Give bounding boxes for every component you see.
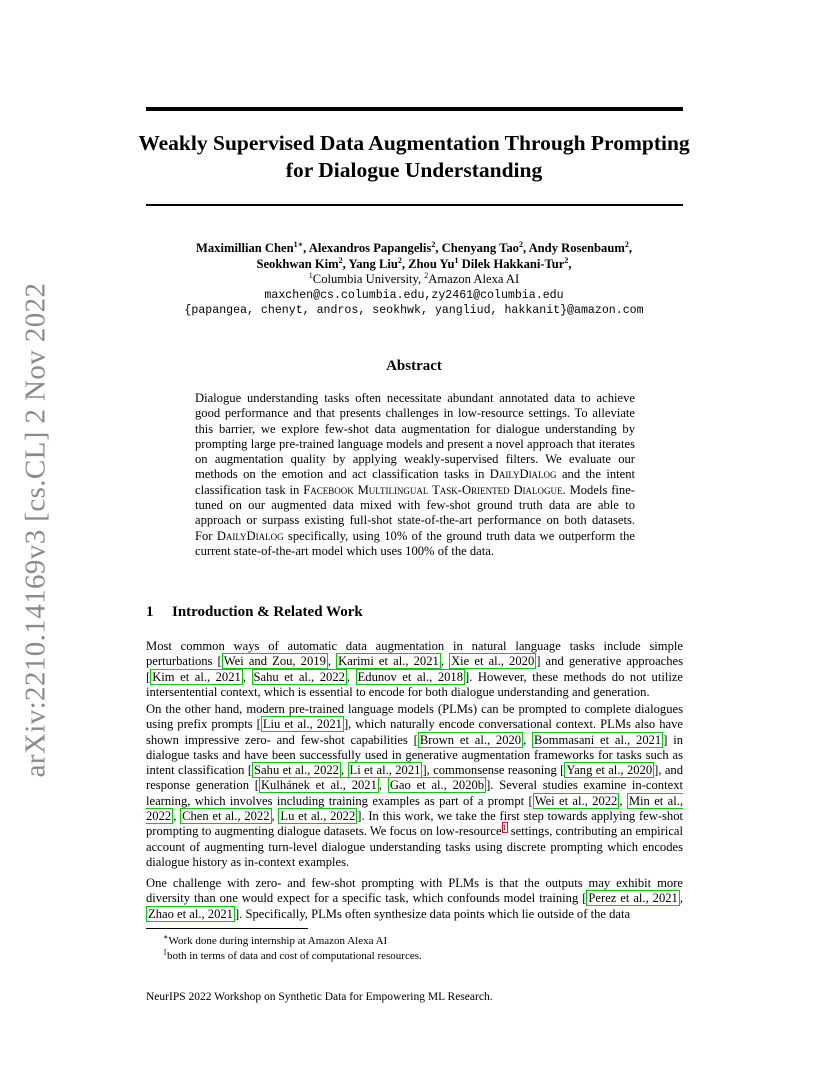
abstract-heading: Abstract (386, 358, 442, 374)
footnote-rule (146, 928, 308, 929)
citation[interactable]: Kim et al., 2021 (152, 669, 241, 684)
citation[interactable]: Min et al., 2022 (146, 793, 684, 824)
citation[interactable]: Lu et al., 2022 (280, 809, 356, 824)
citation[interactable]: Edunov et al., 2018 (357, 669, 464, 684)
title-top-rule (146, 107, 683, 111)
arxiv-id: arXiv:2210.14169v3 [cs.CL] 2 Nov 2022 (19, 282, 52, 778)
author-line-2: Seokhwan Kim$^2$, Yang Liu$^2$, Zhou Yu$^1$ Dilek Hakkani-Tur$^2$, (256, 255, 572, 271)
citation[interactable]: Bommasani et al., 2021 (534, 732, 662, 747)
citation[interactable]: Zhao et al., 2021 (148, 906, 233, 921)
citation[interactable]: Sahu et al., 2022 (254, 763, 339, 778)
section-title: Introduction & Related Work (172, 604, 363, 620)
citation[interactable]: Chen et al., 2022 (182, 809, 270, 824)
section-heading (146, 604, 363, 621)
citation[interactable]: Gao et al., 2020b (389, 778, 485, 793)
citation[interactable]: Kulhánek et al., 2021 (260, 778, 377, 793)
citation[interactable]: Wei and Zou, 2019 (223, 654, 326, 669)
author-block (120, 241, 708, 319)
paragraph-1: Most common ways of automatic data augmentation in natural language tasks include simple perturbations [ Wei and Zou, 2019 , Karimi et al., 2021 , Xie et al., 2020 ] and generative approaches [ Kim et al., 2021 , Sahu et al., 2022 , Edunov et al., 2018 ]. However, these methods do not utilize intersentential context, which is essential to encode for both dialogue understanding and generation. (146, 639, 684, 699)
title-bottom-rule (146, 204, 683, 206)
footnote-link[interactable]: 1 (502, 823, 507, 833)
affiliations: $^1$Columbia University, $^2$Amazon Alexa AI (308, 270, 520, 286)
abstract-text: Dialogue understanding tasks often necessitate abundant annotated data to achieve good performance and that presents challenges in low-resource settings. To alleviate this barrier, we explore few-shot data augmentation for dialogue understanding by prompting large pre-trained language models and present a novel approach that iterates on augmentation quality by applying weakly-supervised filters. We evaluate our methods on the emotion and act classification tasks in DailyDialog and the intent classification task in Facebook Multilingual Task-Oriented Dialogue. Models fine-tuned on our augmented data mixed with few-shot ground truth data are able to approach or surpass existing full-shot state-of-the-art performance on both datasets. For DailyDialog specifically, using 10% of the ground truth data we outperform the current state-of-the-art model which uses 100% of the data. (195, 391, 635, 558)
citation[interactable]: Perez et al., 2021 (588, 891, 678, 906)
citation[interactable]: Karimi et al., 2021 (338, 654, 439, 669)
citation[interactable]: Sahu et al., 2022 (253, 669, 345, 684)
citation[interactable]: Xie et al., 2020 (451, 654, 535, 669)
email-line-1: maxchen@cs.columbia.edu,zy2461@columbia.edu (264, 288, 564, 302)
footnote-2: $^1$both in terms of data and cost of computational resources. (163, 947, 422, 962)
author-line-1: Maximillian Chen$^{1∗}$, Alexandros Papangelis$^2$, Chenyang Tao$^2$, Andy Rosenbaum$^2$, (196, 239, 632, 255)
paragraph-3: One challenge with zero- and few-shot prompting with PLMs is that the outputs may exhibit more diversity than one would expect for a specific task, which confounds model training [ Perez et al., 2021 , Zhao et al., 2021 ]. Specifically, PLMs often synthesize data points which lie outside of the data (146, 876, 683, 921)
citation[interactable]: Li et al., 2021 (349, 763, 421, 778)
email-line-2: {papangea, chenyt, andros, seokhwk, yangliud, hakkanit}@amazon.com (184, 304, 644, 317)
paragraph-2: On the other hand, modern pre-trained language models (PLMs) can be prompted to complete dialogues using prefix prompts [ Liu et al., 2021 ], which naturally encode conversational context. PLMs also have shown impressive zero- and few-shot capabilities [ Brown et al., 2020 , Bommasani et al., 2021 ] in dialogue tasks and have been successfully used in generative augmentation frameworks for tasks such as intent classification [ Sahu et al., 2022 , Li et al., 2021 ], commonsense reasoning [ Yang et al., 2020 ], and response generation [ Kulhánek et al., 2021 , Gao et al., 2020b ]. Several studies examine in-context learning, which involves including training examples as part of a prompt [ Wei et al., 2022 , Min et al., 2022 , Chen et al., 2022 , Lu et al., 2022 ]. In this work, we take the first step towards applying few-shot prompting to augmenting dialogue datasets. We focus on low-resource$^1$ settings, contributing an empirical account of augmenting turn-level dialogue understanding tasks using discrete prompting which encodes dialogue history as in-context examples. (146, 702, 684, 869)
citation[interactable]: Liu et al., 2021 (262, 717, 342, 732)
footnote-1: ∗Work done during internship at Amazon Alexa AI (163, 932, 388, 947)
citation[interactable]: Wei et al., 2022 (534, 793, 618, 808)
section-number: 1 (146, 604, 154, 620)
citation[interactable]: Brown et al., 2020 (419, 732, 522, 747)
citation[interactable]: Yang et al., 2020 (566, 763, 653, 778)
paper-title: Weakly Supervised Data Augmentation Through Prompting for Dialogue Understanding (138, 131, 690, 182)
venue-footer: NeurIPS 2022 Workshop on Synthetic Data for Empowering ML Research. (146, 991, 493, 1003)
